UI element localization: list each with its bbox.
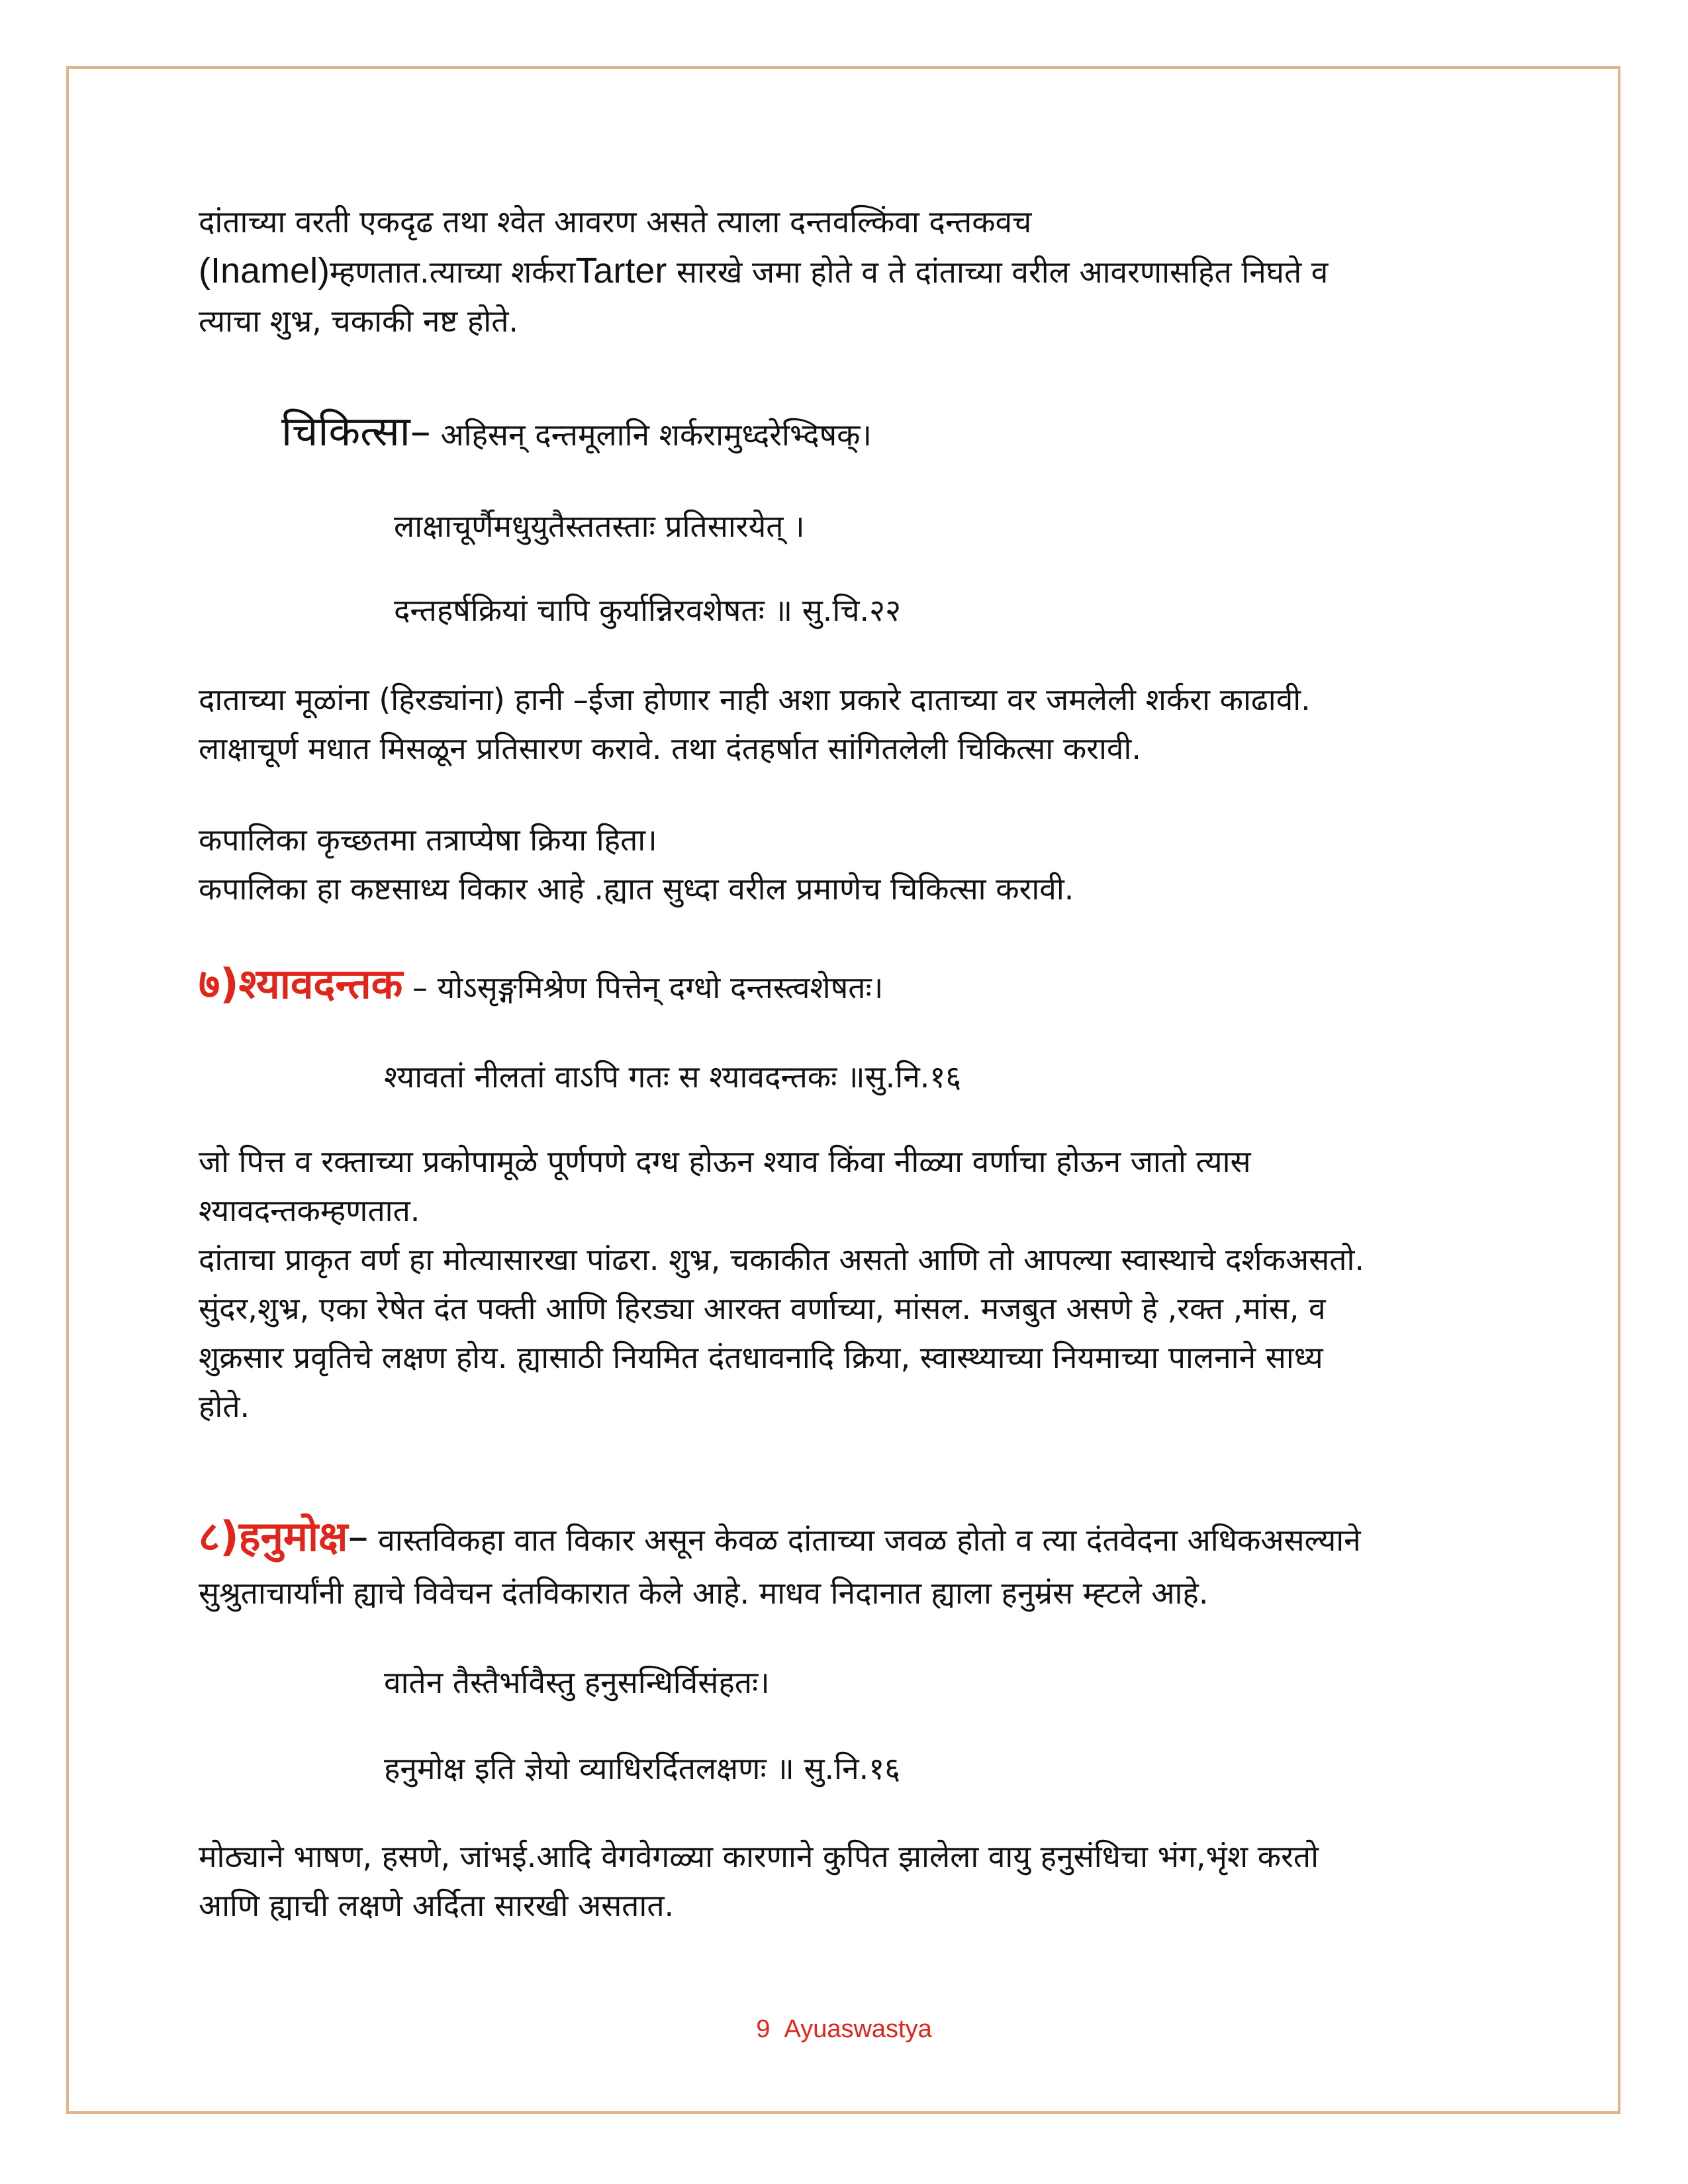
- shyava-heading-line: ७)श्यावदन्तक – योऽसृङ्गमिश्रेण पित्तेन् दग्धो दन्तस्त्वशेषतः।: [199, 960, 884, 1008]
- text-line: शुक्रसार प्रवृतिचे लक्षण होय. ह्यासाठी नियमित दंतधावनादि क्रिया, स्वास्थ्याच्या नियमाच्या पालनाने साध्य: [199, 1340, 1323, 1375]
- text-line: कपालिका हा कष्टसाध्य विकार आहे .ह्यात सुध्दा वरील प्रमाणेच चिकित्सा करावी.: [199, 871, 1074, 907]
- verse-line: लाक्षाचूर्णैमधुयुतैस्ततस्ताः प्रतिसारयेत् ।: [394, 508, 805, 544]
- intro-paragraph: [199, 197, 1509, 345]
- verse-line: हनुमोक्ष इति ज्ञेयो व्याधिरर्दितलक्षणः ॥ सु.नि.१६: [384, 1751, 901, 1786]
- section-heading: ७)श्यावदन्तक: [199, 960, 403, 1008]
- text-line: आणि ह्याची लक्षणे अर्दिता सारखी असतात.: [199, 1888, 675, 1923]
- page-footer: [0, 2015, 1688, 2044]
- verse-line: दन्तहर्षक्रियां चापि कुर्यान्निरवशेषतः ॥ सु.चि.२२: [394, 592, 902, 628]
- text-line: दांताचा प्राकृत वर्ण हा मोत्यासारखा पांढरा. शुभ्र, चकाकीत असतो आणि तो आपल्या स्वास्थाचे दर्शकअसतो.: [199, 1242, 1365, 1277]
- kapalika-paragraph: [199, 815, 1509, 913]
- text-line: होते.: [199, 1388, 250, 1424]
- text-line: मोठ्याने भाषण, हसणे, जांभई.आदि वेगवेगळ्या कारणाने कुपित झालेला वायु हनुसंधिचा भंग,भृंश करतो: [199, 1839, 1319, 1874]
- footer-title: Ayuaswastya: [784, 2015, 932, 2043]
- text-line: कपालिका कृच्छतमा तत्राप्येषा क्रिया हिता।: [199, 822, 657, 858]
- text-line: (Inamel)म्हणतात.त्याच्या शर्कराTarter सारखे जमा होते व ते दांताच्या वरील आवरणासहित निघते व: [199, 251, 1329, 291]
- hanumoksha-paragraph: [199, 1832, 1509, 1930]
- text-line: दांताच्या वरती एकदृढ तथा श्वेत आवरण असते त्याला दन्तवल्किंवा दन्तकवच: [199, 204, 1032, 240]
- hanumoksha-heading-line: ८)हनुमोक्ष– वास्तविकहा वात विकार असून केवळ दांताच्या जवळ होतो व त्या दंतवेदना अधिकअसल्याने: [199, 1512, 1361, 1561]
- chikitsa-explanation: [199, 675, 1509, 773]
- verse-line: श्यावतां नीलतां वाऽपि गतः स श्यावदन्तकः ॥सु.नि.१६: [384, 1059, 962, 1095]
- verse-line: वातेन तैस्तैर्भावैस्तु हनुसन्धिर्विसंहतः।: [384, 1664, 770, 1700]
- verse-line: योऽसृङ्गमिश्रेण पित्तेन् दग्धो दन्तस्त्वशेषतः।: [437, 970, 884, 1005]
- text-line: दाताच्या मूळांना (हिरड्यांना) हानी –ईजा होणार नाही अशा प्रकारे दाताच्या वर जमलेली शर्करा काढावी.: [199, 682, 1311, 717]
- latin-term: (Inamel): [199, 251, 330, 291]
- text-line: सुंदर,शुभ्र, एका रेषेत दंत पक्ती आणि हिरड्या आरक्त वर्णाच्या, मांसल. मजबुत असणे हे ,रक्त ,मांस, व: [199, 1291, 1326, 1326]
- text-line: सुश्रुताचार्यांनी ह्याचे विवेचन दंतविकारात केले आहे. माधव निदानात ह्याला हनुम्रंस म्ह्टले आहे.: [199, 1575, 1209, 1611]
- chikitsa-heading-line: [281, 407, 1592, 459]
- text-line: त्याचा शुभ्र, चकाकी नष्ट होते.: [199, 303, 519, 339]
- section-heading: ८)हनुमोक्ष: [199, 1512, 348, 1561]
- latin-term: Tarter: [575, 251, 667, 291]
- section-heading: चिकित्सा–: [281, 407, 431, 455]
- shyava-paragraph: [199, 1137, 1509, 1431]
- text-line: लाक्षाचूर्ण मधात मिसळून प्रतिसारण करावे. तथा दंतहर्षात सांगितलेली चिकित्सा करावी.: [199, 731, 1142, 766]
- page-number: 9: [756, 2015, 771, 2043]
- verse-line: अहिसन् दन्तमूलानि शर्करामुध्दरेभ्दिषक्।: [440, 417, 872, 453]
- text-line: श्यावदन्तकम्हणतात.: [199, 1193, 420, 1228]
- text-line: जो पित्त व रक्ताच्या प्रकोपामूळे पूर्णपणे दग्ध होऊन श्याव किंवा नीळ्या वर्णाचा होऊन जातो त्यास: [199, 1144, 1251, 1179]
